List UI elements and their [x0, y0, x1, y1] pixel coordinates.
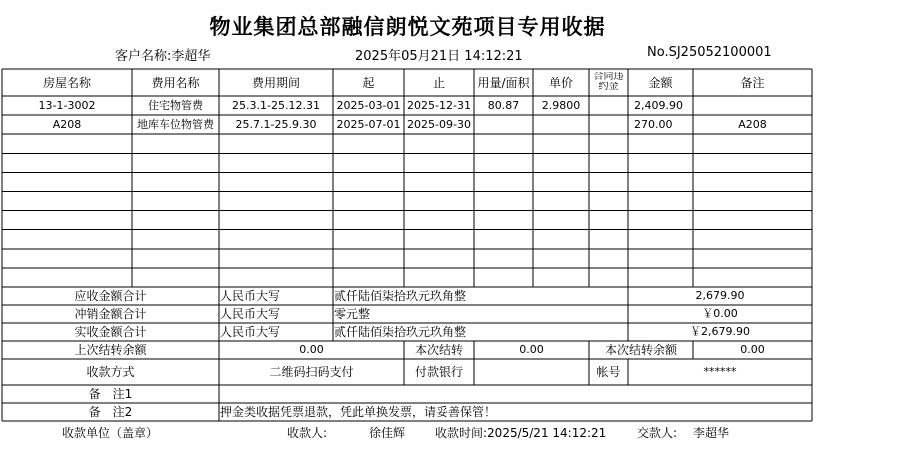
col-header-price: 单价: [548, 75, 573, 90]
col-header-fee-name: 费用名称: [151, 75, 200, 90]
table-cell-period: 25.3.1-25.12.31: [232, 98, 320, 112]
current-balance-label: 本次结转余额: [604, 343, 677, 357]
footer-payer-label: 交款人:: [637, 426, 678, 440]
col-header-house: 房屋名称: [42, 75, 91, 90]
received-amount-value: ￥2,679.90: [690, 325, 750, 338]
receivable-amount-value: 2,679.90: [695, 289, 745, 302]
this-carryover-value: 0.00: [519, 343, 544, 356]
table-cell-start: 2025-07-01: [336, 117, 401, 131]
table-cell-remark: A208: [738, 117, 767, 131]
col-header-penalty-line1: 合同违: [593, 72, 624, 82]
receipt-title: 物业集团总部融信朗悦文苑项目专用收据: [209, 14, 606, 39]
offset-amount-value: ￥0.00: [702, 307, 738, 320]
receivable-total-label: 应收金额合计: [74, 289, 147, 303]
receivable-rmb-label: 人民币大写: [220, 289, 281, 303]
note2-label: 备 注2: [88, 405, 133, 419]
note2-value: 押金类收据凭票退款，凭此单换发票，请妥善保管！: [220, 405, 497, 419]
this-carryover-label: 本次结转: [414, 343, 463, 357]
received-amount-words: 贰仟陆佰柒拾玖元玖角整: [334, 325, 467, 339]
col-header-remark: 备注: [740, 75, 765, 90]
payment-method-value: 二维码扫码支付: [269, 365, 354, 379]
footer-collecting-unit: 收款单位（盖章）: [62, 426, 159, 440]
table-cell-end: 2025-12-31: [407, 98, 471, 112]
col-header-usage: 用量/面积: [477, 75, 530, 90]
table-cell-penalty: [591, 98, 626, 114]
received-total-label: 实收金额合计: [74, 325, 147, 339]
offset-rmb-label: 人民币大写: [220, 307, 281, 321]
col-header-period: 费用期间: [251, 75, 300, 90]
offset-amount-words: 零元整: [334, 307, 371, 321]
receipt-number: No.SJ25052100001: [647, 45, 772, 60]
col-header-end: 止: [432, 75, 445, 90]
table-cell-fee-name: 住宅物管费: [148, 98, 203, 112]
footer-collect-time: 收款时间:2025/5/21 14:12:21: [435, 426, 607, 440]
table-cell-house: A208: [52, 117, 82, 131]
table-cell-price: [535, 117, 587, 133]
payment-method-label: 收款方式: [86, 365, 135, 379]
table-cell-penalty: [591, 117, 626, 133]
footer-receiver-name: 徐佳辉: [369, 426, 406, 440]
received-rmb-label: 人民币大写: [220, 325, 281, 339]
payment-bank-value: [476, 364, 587, 380]
payment-account-value: ******: [703, 365, 737, 378]
table-cell-end: 2025-09-30: [407, 117, 471, 131]
table-cell-usage: 80.87: [487, 98, 520, 112]
note1-value: [221, 386, 810, 402]
last-balance-label: 上次结转余额: [74, 343, 147, 357]
table-cell-usage: [476, 117, 531, 133]
table-cell-start: 2025-03-01: [336, 98, 401, 112]
last-balance-value: 0.00: [299, 343, 324, 356]
offset-total-label: 冲销金额合计: [74, 307, 147, 321]
payment-bank-label: 付款银行: [414, 365, 463, 379]
receipt-datetime: 2025年05月21日 14:12:21: [355, 49, 523, 64]
current-balance-value: 0.00: [740, 343, 765, 356]
payment-account-label: 帐号: [596, 365, 621, 379]
col-header-penalty-line2: 约金: [598, 82, 619, 92]
table-cell-remark: [695, 98, 810, 114]
table-cell-period: 25.7.1-25.9.30: [235, 117, 317, 131]
receivable-amount-words: 贰仟陆佰柒拾玖元玖角整: [334, 289, 467, 303]
table-cell-amount: 270.00: [634, 117, 673, 131]
table-cell-price: 2.9800: [541, 98, 581, 112]
customer-name: 客户名称:李超华: [115, 49, 211, 64]
footer-payer-name: 李超华: [693, 426, 730, 440]
table-cell-house: 13-1-3002: [38, 98, 96, 112]
col-header-start: 起: [362, 75, 375, 90]
table-cell-fee-name: 地库车位物管费: [137, 117, 214, 131]
col-header-amount: 金额: [648, 75, 673, 90]
table-cell-amount: 2,409.90: [634, 98, 683, 112]
footer-receiver-label: 收款人:: [287, 426, 328, 440]
note1-label: 备 注1: [88, 387, 133, 401]
